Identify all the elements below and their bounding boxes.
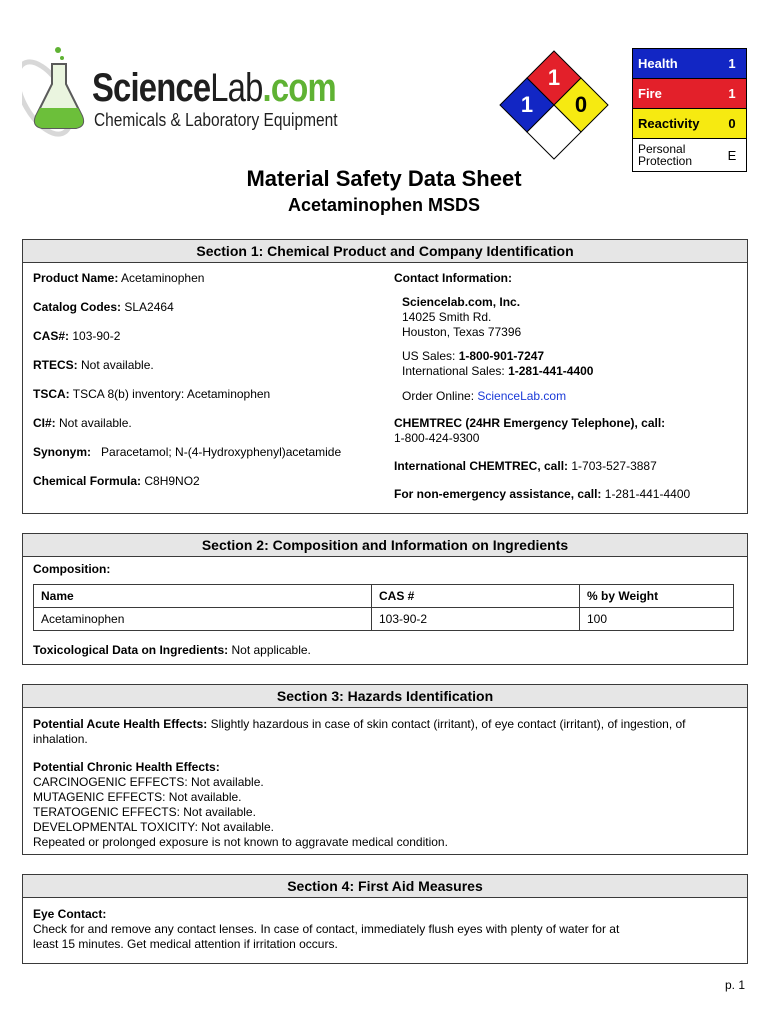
field-label: Chemical Formula: [33, 474, 142, 488]
field-value: 103-90-2 [72, 329, 121, 343]
column-header-weight: % by Weight [580, 585, 734, 608]
cell-cas: 103-90-2 [372, 608, 580, 631]
chronic-line: DEVELOPMENTAL TOXICITY: Not available. [33, 820, 274, 834]
us-sales-label: US Sales: [402, 349, 456, 363]
column-header-name: Name [34, 585, 372, 608]
field-label: Product Name: [33, 271, 119, 285]
table-row [34, 608, 734, 631]
field-value: TSCA 8(b) inventory: Acetaminophen [72, 387, 271, 401]
chemical-formula-field [33, 474, 383, 503]
composition-table [33, 584, 734, 631]
hmis-health-row [633, 49, 746, 79]
acute-label: Potential Acute Health Effects: [33, 717, 208, 731]
sales-phones [394, 349, 739, 379]
nfpa-left-value: 1 [520, 92, 534, 117]
sciencelab-link[interactable]: ScienceLab.com [477, 389, 567, 403]
tox-value: Not applicable. [231, 643, 311, 657]
hmis-fire-value: 1 [728, 86, 736, 101]
tsca-field [33, 387, 383, 416]
section-1-heading: Section 1: Chemical Product and Company Identification [23, 240, 747, 263]
composition-label: Composition: [33, 562, 111, 576]
acute-value: Slightly hazardous in case of skin contact (irritant), of eye contact (irritant), of ingestion, of inhalation. [33, 717, 686, 746]
hmis-reactivity-row [633, 109, 746, 139]
acute-effects [33, 717, 733, 747]
cell-weight: 100 [580, 608, 734, 631]
document-subtitle: Acetaminophen MSDS [287, 195, 481, 215]
intl-sales-line [402, 364, 739, 379]
nfpa-diamond [498, 50, 610, 162]
hmis-protection-label-line1: Personal [638, 142, 686, 156]
logo-word-com: .com [262, 66, 336, 110]
address-line-2: Houston, Texas 77396 [402, 325, 522, 339]
field-value: Acetaminophen [121, 271, 205, 285]
company-address [394, 295, 739, 340]
order-online-label: Order Online: [402, 389, 475, 403]
field-label: CI#: [33, 416, 56, 430]
hmis-fire-row [633, 79, 746, 109]
hmis-label [632, 48, 747, 172]
nfpa-health-value: 1 [547, 65, 561, 90]
chronic-line: CARCINOGENIC EFFECTS: Not available. [33, 775, 264, 789]
intl-sales-label: International Sales: [402, 364, 505, 378]
order-online-line [394, 389, 739, 403]
intl-chemtrec-number: 1-703-527-3887 [571, 459, 657, 473]
section-3 [22, 684, 748, 855]
non-emergency-line [394, 487, 739, 501]
toxicological-data-line [33, 643, 311, 657]
column-header-cas: CAS # [372, 585, 580, 608]
cas-field [33, 329, 383, 358]
cell-name: Acetaminophen [34, 608, 372, 631]
hazards-body [33, 717, 733, 850]
address-line-1: 14025 Smith Rd. [402, 310, 492, 324]
tox-label: Toxicological Data on Ingredients: [33, 643, 229, 657]
non-emergency-number: 1-281-441-4400 [604, 487, 691, 501]
section-3-heading: Section 3: Hazards Identification [23, 685, 747, 708]
chemtrec-block [394, 416, 739, 446]
ci-field [33, 416, 383, 445]
hmis-protection-value: E [727, 147, 737, 163]
synonym-field [33, 445, 383, 474]
catalog-codes-field [33, 300, 383, 329]
product-fields [33, 271, 383, 503]
us-sales-number: 1-800-901-7247 [458, 349, 545, 363]
hmis-reactivity-value: 0 [728, 116, 736, 131]
field-value: C8H9NO2 [144, 474, 200, 488]
intl-sales-number: 1-281-441-4400 [508, 364, 594, 378]
hmis-fire-label: Fire [638, 85, 662, 101]
page-number: p. 1 [724, 978, 745, 992]
section-2 [22, 533, 748, 665]
eye-contact-line: least 15 minutes. Get medical attention if irritation occurs. [33, 937, 338, 951]
section-1 [22, 239, 748, 514]
table-header-row [34, 585, 734, 608]
chronic-line: MUTAGENIC EFFECTS: Not available. [33, 790, 242, 804]
section-4 [22, 874, 748, 964]
hmis-health-label: Health [638, 55, 678, 71]
hmis-protection-label-line2: Protection [638, 154, 693, 168]
chemtrec-number: 1-800-424-9300 [394, 431, 480, 445]
chemtrec-label: CHEMTREC (24HR Emergency Telephone), call: [394, 416, 666, 430]
section-4-heading: Section 4: First Aid Measures [23, 875, 747, 898]
contact-heading: Contact Information: [394, 271, 512, 285]
contact-information [394, 271, 739, 501]
product-name-field [33, 271, 383, 300]
logo-wordmark [92, 68, 336, 108]
logo-word-lab: Lab [210, 66, 263, 110]
chronic-label: Potential Chronic Health Effects: [33, 760, 220, 774]
logo-tagline: Chemicals & Laboratory Equipment [94, 110, 338, 130]
hmis-reactivity-label: Reactivity [638, 115, 700, 131]
section-2-heading: Section 2: Composition and Information on Ingredients [23, 534, 747, 557]
field-label: CAS#: [33, 329, 70, 343]
field-value: Paracetamol; N-(4-Hydroxyphenyl)acetamide [94, 445, 342, 459]
intl-chemtrec-label: International CHEMTREC, call: [394, 459, 569, 473]
first-aid-body [33, 907, 733, 952]
nfpa-reactivity-value: 0 [574, 92, 588, 117]
rtecs-field [33, 358, 383, 387]
us-sales-line [402, 349, 739, 364]
hmis-protection-label [633, 143, 718, 167]
chronic-line: TERATOGENIC EFFECTS: Not available. [33, 805, 256, 819]
field-value: Not available. [59, 416, 132, 430]
hmis-health-value: 1 [728, 56, 736, 71]
eye-contact-label: Eye Contact: [33, 907, 107, 921]
eye-contact-line: Check for and remove any contact lenses. In case of contact, immediately flush eyes with plenty of water for at [33, 922, 620, 936]
logo-word-science: Science [92, 66, 211, 110]
field-label: RTECS: [33, 358, 78, 372]
company-name: Sciencelab.com, Inc. [402, 295, 521, 309]
chronic-line: Repeated or prolonged exposure is not known to aggravate medical condition. [33, 835, 448, 849]
document-title: Material Safety Data Sheet [246, 166, 522, 191]
field-label: Synonym: [33, 445, 92, 459]
field-value: Not available. [81, 358, 154, 372]
non-emergency-label: For non-emergency assistance, call: [394, 487, 602, 501]
field-label: Catalog Codes: [33, 300, 122, 314]
field-value: SLA2464 [124, 300, 174, 314]
field-label: TSCA: [33, 387, 70, 401]
intl-chemtrec-line [394, 459, 739, 473]
